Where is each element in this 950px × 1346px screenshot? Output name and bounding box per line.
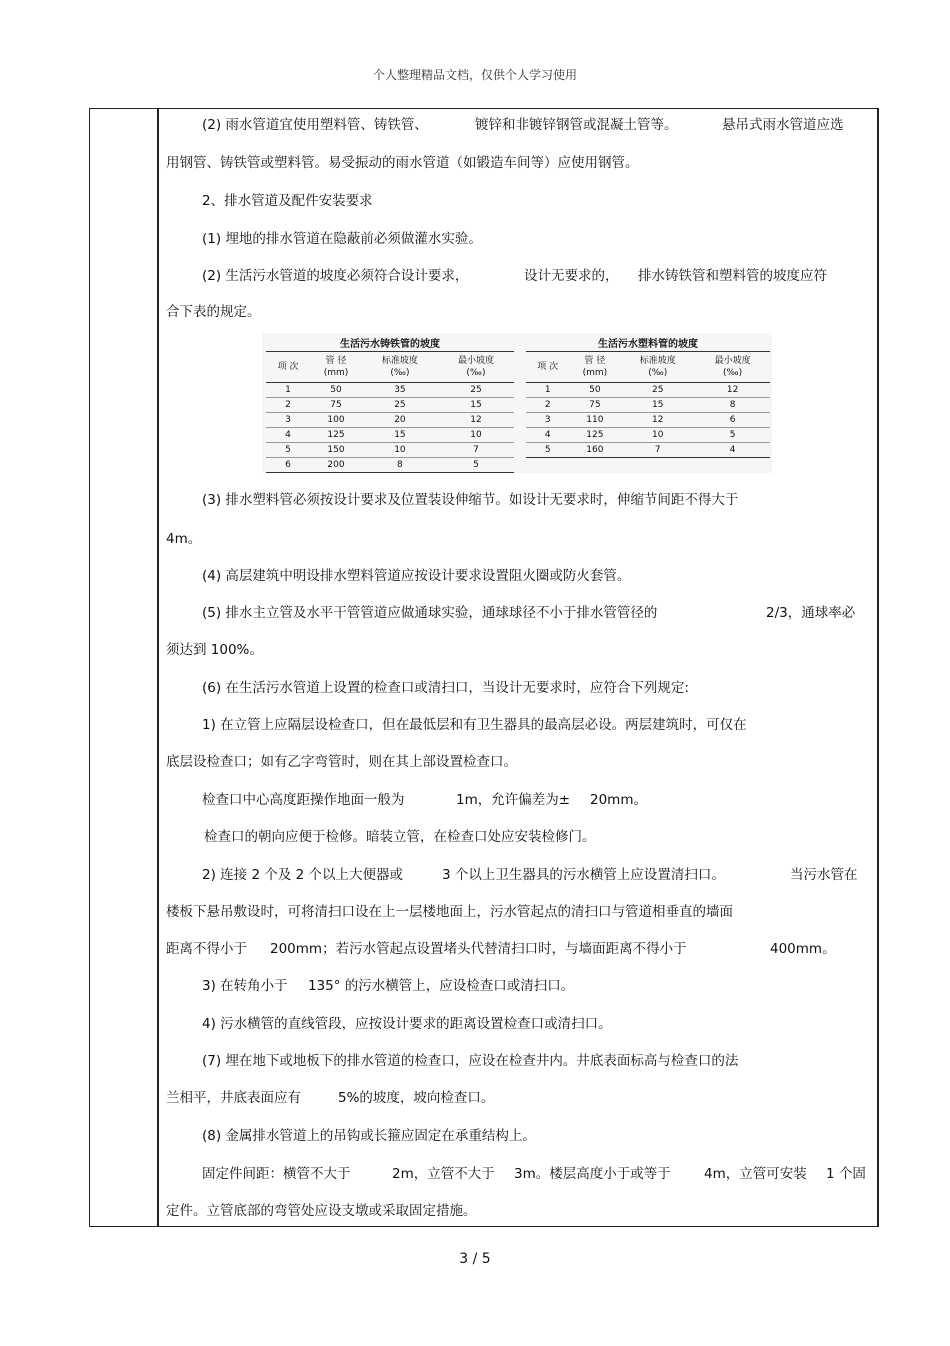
- text-line: 检查口中心高度距操作地面一般为: [202, 792, 405, 808]
- plastic-slope-table: [526, 333, 770, 458]
- text-line: 200mm；若污水管起点设置堵头代替清扫口时，与墙面距离不得小于: [270, 941, 687, 957]
- text-line: (1) 埋地的排水管道在隐蔽前必须做灌水实验。: [202, 231, 482, 247]
- table-row: [526, 398, 770, 413]
- table-cell: 10: [620, 428, 695, 443]
- table-cell: 20: [362, 413, 438, 428]
- table-caption: 生活污水塑料管的坡度: [598, 338, 698, 350]
- table-row: [526, 443, 770, 458]
- table-cell: 75: [310, 398, 362, 413]
- page-header: 个人整理精品文档，仅供个人学习使用: [372, 68, 577, 82]
- table-cell: 8: [695, 398, 770, 413]
- text-line: 2) 连接 2 个及 2 个以上大便器或: [202, 867, 403, 883]
- table-row: [526, 383, 770, 398]
- table-header-cell: 管 径 (mm): [310, 352, 362, 383]
- text-line: 5%的坡度，坡向检查口。: [338, 1090, 495, 1106]
- table-row: [526, 428, 770, 443]
- table-cell: 1: [526, 383, 569, 398]
- table-cell: 5: [438, 458, 514, 473]
- text-line: 1m，允许偏差为±: [456, 792, 571, 808]
- text-line: 2、排水管道及配件安装要求: [202, 193, 373, 209]
- text-line: 合下表的规定。: [166, 304, 261, 320]
- table-cell: 100: [310, 413, 362, 428]
- text-line: (5) 排水主立管及水平干管管道应做通球实验，通球球径不小于排水管管径的: [202, 605, 658, 621]
- text-line: 1) 在立管上应隔层设检查口，但在最低层和有卫生器具的最高层必设。两层建筑时，可仅在: [202, 717, 747, 733]
- table-cell: 15: [362, 428, 438, 443]
- table-row: [266, 458, 514, 473]
- table-cell: 6: [266, 458, 310, 473]
- table-cell: 12: [695, 383, 770, 398]
- table-cell: 5: [695, 428, 770, 443]
- table-cell: 8: [362, 458, 438, 473]
- text-line: (7) 埋在地下或地板下的排水管道的检查口，应设在检查井内。井底表面标高与检查口的法: [202, 1053, 739, 1069]
- text-line: 用钢管、铸铁管或塑料管。易受振动的雨水管道（如锻造车间等）应使用钢管。: [166, 155, 639, 171]
- text-line: 底层设检查口；如有乙字弯管时，则在其上部设置检查口。: [166, 754, 517, 770]
- table-cell: 3: [526, 413, 569, 428]
- text-line: 兰相平，井底表面应有: [166, 1090, 301, 1106]
- table-cell: 125: [310, 428, 362, 443]
- table-cell: 4: [695, 443, 770, 458]
- table-cell: 160: [569, 443, 620, 458]
- table-row: [266, 398, 514, 413]
- text-line: 定件。立管底部的弯管处应设支墩或采取固定措施。: [166, 1203, 477, 1219]
- text-line: 须达到 100%。: [166, 642, 263, 658]
- text-line: (2) 雨水管道宜使用塑料管、铸铁管、: [202, 117, 428, 133]
- text-line: 135° 的污水横管上，应设检查口或清扫口。: [308, 978, 575, 994]
- right-border: [877, 108, 879, 1227]
- cast-iron-slope-table: [266, 333, 514, 473]
- table-cell: 10: [438, 428, 514, 443]
- text-line: 2m，立管不大于: [392, 1166, 495, 1182]
- table-header-cell: 管 径 (mm): [569, 352, 620, 383]
- text-line: (4) 高层建筑中明设排水塑料管道应按设计要求设置阻火圈或防火套管。: [202, 568, 631, 584]
- table-cell: 2: [526, 398, 569, 413]
- table-cell: 25: [362, 398, 438, 413]
- table-cell: 150: [310, 443, 362, 458]
- text-line: (2) 生活污水管道的坡度必须符合设计要求，: [202, 268, 469, 284]
- table-cell: 4: [266, 428, 310, 443]
- table-cell: 25: [438, 383, 514, 398]
- table-header-cell: 最小坡度 (‰): [438, 352, 514, 383]
- text-line: 悬吊式雨水管道应选: [722, 117, 844, 133]
- table-cell: 12: [438, 413, 514, 428]
- table-cell: 10: [362, 443, 438, 458]
- text-line: (6) 在生活污水管道上设置的检查口或清扫口，当设计无要求时，应符合下列规定:: [202, 680, 689, 696]
- table-header-cell: 标准坡度 (‰): [620, 352, 695, 383]
- table-cell: 125: [569, 428, 620, 443]
- table-cell: 50: [310, 383, 362, 398]
- text-line: (8) 金属排水管道上的吊钩或长箍应固定在承重结构上。: [202, 1128, 536, 1144]
- table-row: [526, 413, 770, 428]
- table-header-cell: 项 次: [526, 352, 569, 383]
- text-line: 4) 污水横管的直线管段，应按设计要求的距离设置检查口或清扫口。: [202, 1016, 612, 1032]
- table-cell: 25: [620, 383, 695, 398]
- text-line: 当污水管在: [790, 867, 858, 883]
- text-line: 楼板下悬吊敷设时，可将清扫口设在上一层楼地面上，污水管起点的清扫口与管道相垂直的墙面: [166, 904, 733, 920]
- page-number: 3 / 5: [459, 1251, 491, 1267]
- table-cell: 7: [620, 443, 695, 458]
- table-header-cell: 最小坡度 (‰): [695, 352, 770, 383]
- column-divider: [157, 108, 159, 1227]
- table-row: [266, 413, 514, 428]
- text-line: 3) 在转角小于: [202, 978, 288, 994]
- text-line: 4m，立管可安装: [704, 1166, 807, 1182]
- table-cell: 15: [620, 398, 695, 413]
- text-line: 1 个固: [826, 1166, 866, 1182]
- text-line: 镀锌和非镀锌钢管或混凝土管等。: [475, 117, 678, 133]
- text-line: 3 个以上卫生器具的污水横管上应设置清扫口。: [442, 867, 725, 883]
- table-cell: 200: [310, 458, 362, 473]
- text-line: 距离不得小于: [166, 941, 247, 957]
- table-row: [266, 443, 514, 458]
- table-cell: 50: [569, 383, 620, 398]
- text-line: 2/3，通球率必: [766, 605, 856, 621]
- table-header-cell: 标准坡度 (‰): [362, 352, 438, 383]
- table-cell: 3: [266, 413, 310, 428]
- table-header-cell: 项 次: [266, 352, 310, 383]
- table-cell: 35: [362, 383, 438, 398]
- table-cell: 75: [569, 398, 620, 413]
- table-cell: 12: [620, 413, 695, 428]
- text-line: 设计无要求的，: [524, 268, 619, 284]
- table-cell: 7: [438, 443, 514, 458]
- table-row: [266, 428, 514, 443]
- text-line: 20mm。: [590, 792, 647, 808]
- text-line: 固定件间距：横管不大于: [202, 1166, 351, 1182]
- table-cell: 6: [695, 413, 770, 428]
- text-line: (3) 排水塑料管必须按设计要求及位置装设伸缩节。如设计无要求时，伸缩节间距不得大于: [202, 492, 739, 508]
- table-cell: 5: [526, 443, 569, 458]
- table-row: [266, 383, 514, 398]
- table-cell: 5: [266, 443, 310, 458]
- table-cell: 15: [438, 398, 514, 413]
- table-cell: 2: [266, 398, 310, 413]
- text-line: 3m。楼层高度小于或等于: [514, 1166, 671, 1182]
- table-cell: 110: [569, 413, 620, 428]
- text-line: 检查口的朝向应便于检修。暗装立管，在检查口处应安装检修门。: [204, 829, 596, 845]
- table-cell: 4: [526, 428, 569, 443]
- table-cell: 1: [266, 383, 310, 398]
- table-caption: 生活污水铸铁管的坡度: [340, 338, 440, 350]
- text-line: 排水铸铁管和塑料管的坡度应符: [638, 268, 827, 284]
- text-line: 4m。: [166, 531, 202, 547]
- slope-tables-image: [262, 333, 772, 473]
- text-line: 400mm。: [770, 941, 836, 957]
